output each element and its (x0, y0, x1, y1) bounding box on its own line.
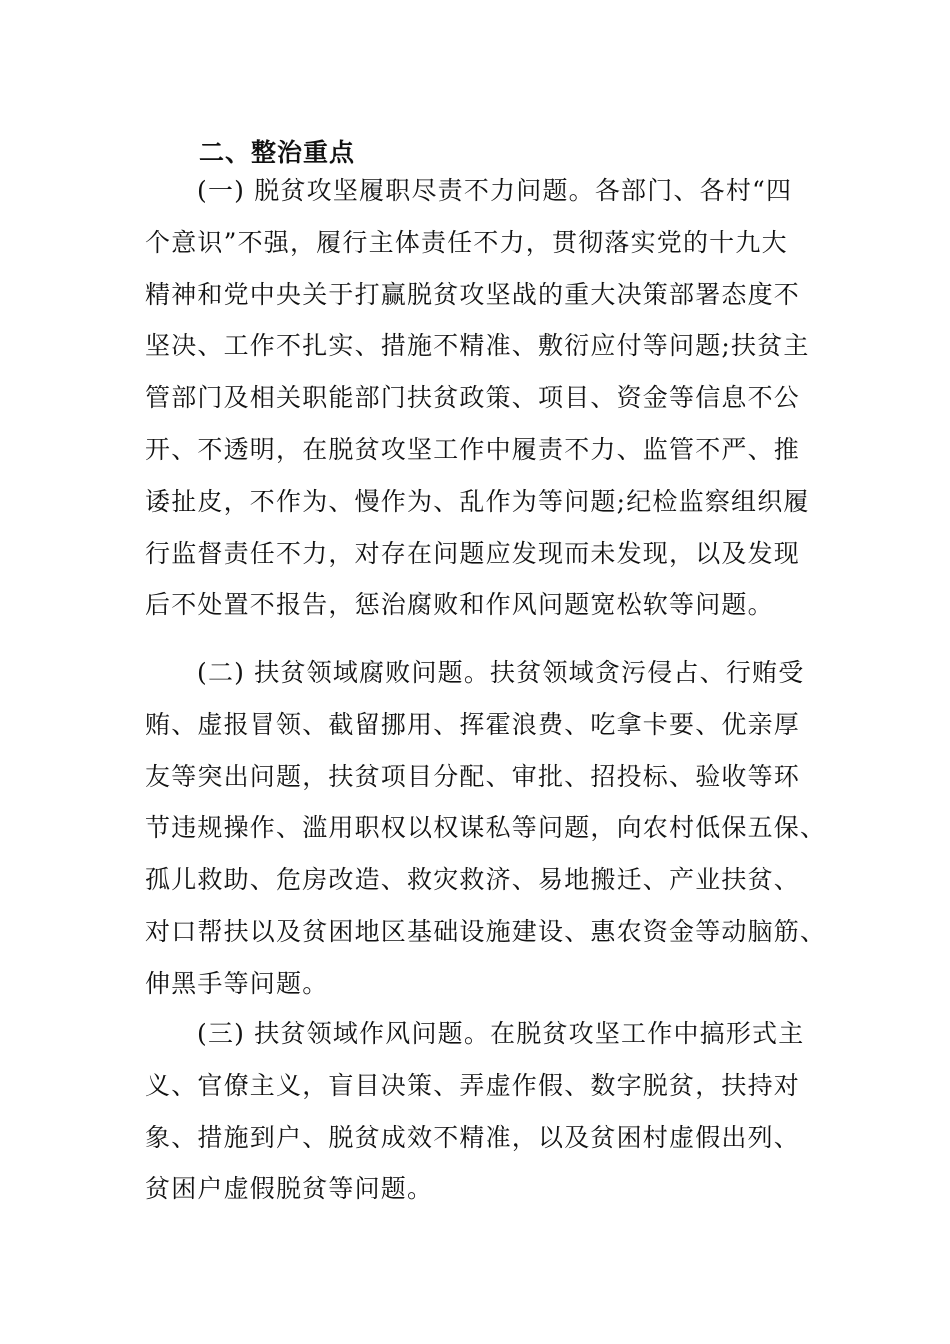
paragraph-3 (145, 1008, 805, 1215)
paragraph-line: 个意识”不强，履行主体责任不力，贯彻落实党的十九大 (145, 227, 788, 257)
paragraph-line: 节违规操作、滥用职权以权谋私等问题，向农村低保五保、 (145, 813, 827, 843)
paragraph-2 (145, 647, 827, 1010)
paragraph-line: 后不处置不报告，惩治腐败和作风问题宽松软等问题。 (145, 590, 774, 620)
paragraph-line: 行监督责任不力，对存在问题应发现而未发现，以及发现 (145, 538, 801, 568)
paragraph-line: 管部门及相关职能部门扶贫政策、项目、资金等信息不公 (145, 383, 801, 413)
paragraph-line: (二) 扶贫领域腐败问题。扶贫领域贪污侵占、行贿受 (197, 658, 805, 687)
paragraph-line: 贫困户虚假脱贫等问题。 (145, 1174, 434, 1204)
paragraph-line: 友等突出问题，扶贫项目分配、审批、招投标、验收等环 (145, 761, 801, 791)
paragraph-line: (三) 扶贫领域作风问题。在脱贫攻坚工作中搞形式主 (197, 1019, 805, 1048)
paragraph-line: 诿扯皮，不作为、慢作为、乱作为等问题;纪检监察组织履 (145, 486, 810, 516)
paragraph-line: 精神和党中央关于打赢脱贫攻坚战的重大决策部署态度不 (145, 279, 801, 309)
paragraph-line: 义、官僚主义，盲目决策、弄虚作假、数字脱贫，扶持对 (145, 1070, 801, 1100)
paragraph-line: 对口帮扶以及贫困地区基础设施建设、惠农资金等动脑筋、 (145, 916, 827, 946)
paragraph-line: 孤儿救助、危房改造、救灾救济、易地搬迁、产业扶贫、 (145, 865, 801, 895)
section-heading: 二、整治重点 (199, 138, 356, 167)
paragraph-line: 开、不透明，在脱贫攻坚工作中履责不力、监管不严、推 (145, 434, 801, 464)
paragraph-line: 伸黑手等问题。 (145, 968, 329, 998)
paragraph-line: (一) 脱贫攻坚履职尽责不力问题。各部门、各村“四 (197, 176, 793, 205)
paragraph-line: 贿、虚报冒领、截留挪用、挥霍浪费、吃拿卡要、优亲厚 (145, 709, 801, 739)
paragraph-line: 坚决、工作不扎实、措施不精准、敷衍应付等问题;扶贫主 (145, 331, 810, 361)
paragraph-1 (145, 165, 810, 631)
paragraph-line: 象、措施到户、脱贫成效不精准，以及贫困村虚假出列、 (145, 1122, 801, 1152)
